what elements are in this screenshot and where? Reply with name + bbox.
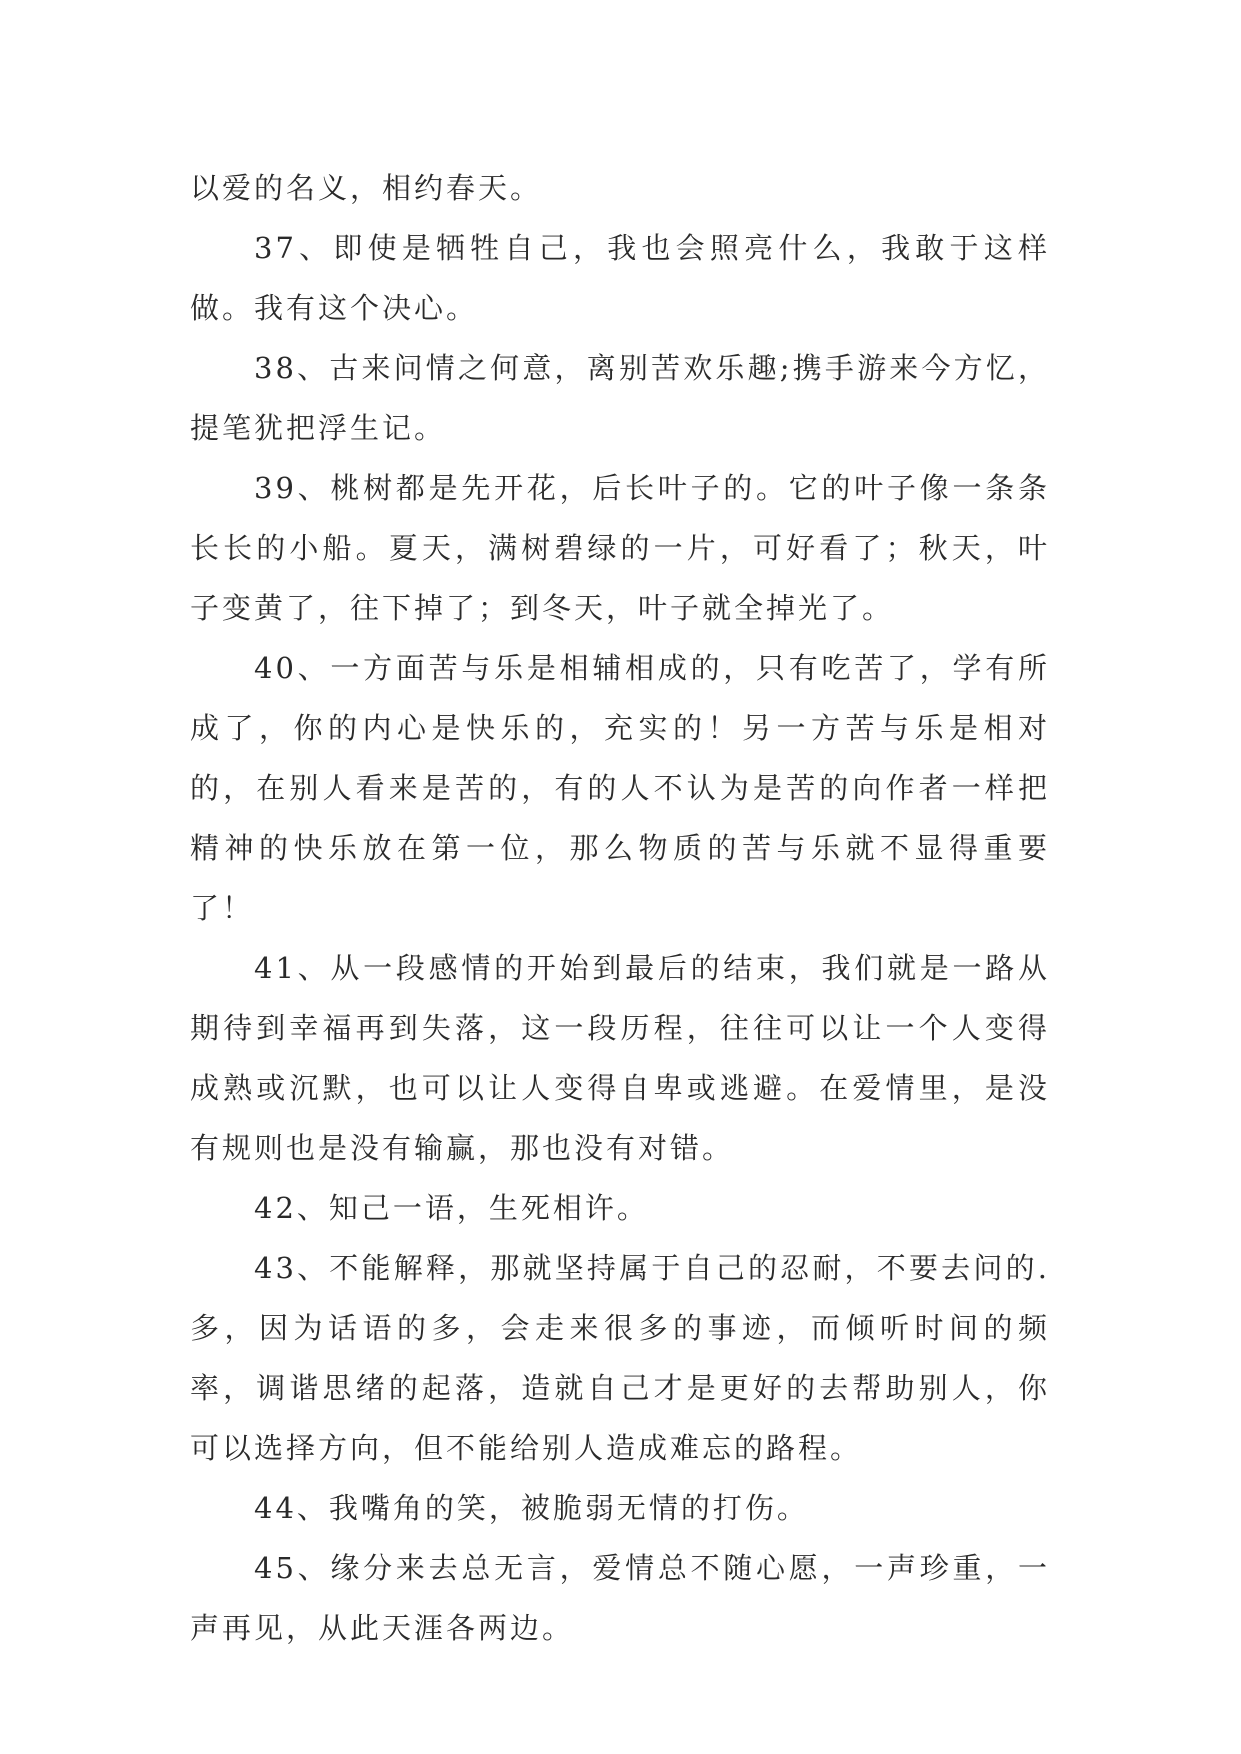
- paragraph-38: 38、古来问情之何意，离别苦欢乐趣;携手游来今方忆，提笔犹把浮生记。: [190, 351, 1050, 445]
- paragraph-44: 44、我嘴角的笑，被脆弱无情的打伤。: [254, 1491, 809, 1525]
- document-body: [190, 158, 1050, 1658]
- paragraph-42: 42、知己一语，生死相许。: [254, 1191, 649, 1225]
- paragraph-40: 40、一方面苦与乐是相辅相成的，只有吃苦了，学有所成了，你的内心是快乐的，充实的！另一方苦与乐是相对的，在别人看来是苦的，有的人不认为是苦的向作者一样把精神的快乐放在第一位，那么物质的苦与乐就不显得重要了！: [190, 651, 1050, 925]
- paragraph-43: 43、不能解释，那就坚持属于自己的忍耐，不要去问的.多，因为话语的多，会走来很多的事迹，而倾听时间的频率，调谐思绪的起落，造就自己才是更好的去帮助别人，你可以选择方向，但不能给别人造成难忘的路程。: [190, 1251, 1050, 1465]
- paragraph-37: 37、即使是牺牲自己，我也会照亮什么，我敢于这样做。我有这个决心。: [190, 231, 1050, 325]
- paragraph-continued: 以爱的名义，相约春天。: [190, 171, 543, 205]
- paragraph-45: 45、缘分来去总无言，爱情总不随心愿，一声珍重，一声再见，从此天涯各两边。: [190, 1551, 1050, 1645]
- paragraph-39: 39、桃树都是先开花，后长叶子的。它的叶子像一条条长长的小船。夏天，满树碧绿的一片，可好看了；秋天，叶子变黄了，往下掉了；到冬天，叶子就全掉光了。: [190, 471, 1050, 625]
- paragraph-41: 41、从一段感情的开始到最后的结束，我们就是一路从期待到幸福再到失落，这一段历程，往往可以让一个人变得成熟或沉默，也可以让人变得自卑或逃避。在爱情里，是没有规则也是没有输赢，那也没有对错。: [190, 951, 1050, 1165]
